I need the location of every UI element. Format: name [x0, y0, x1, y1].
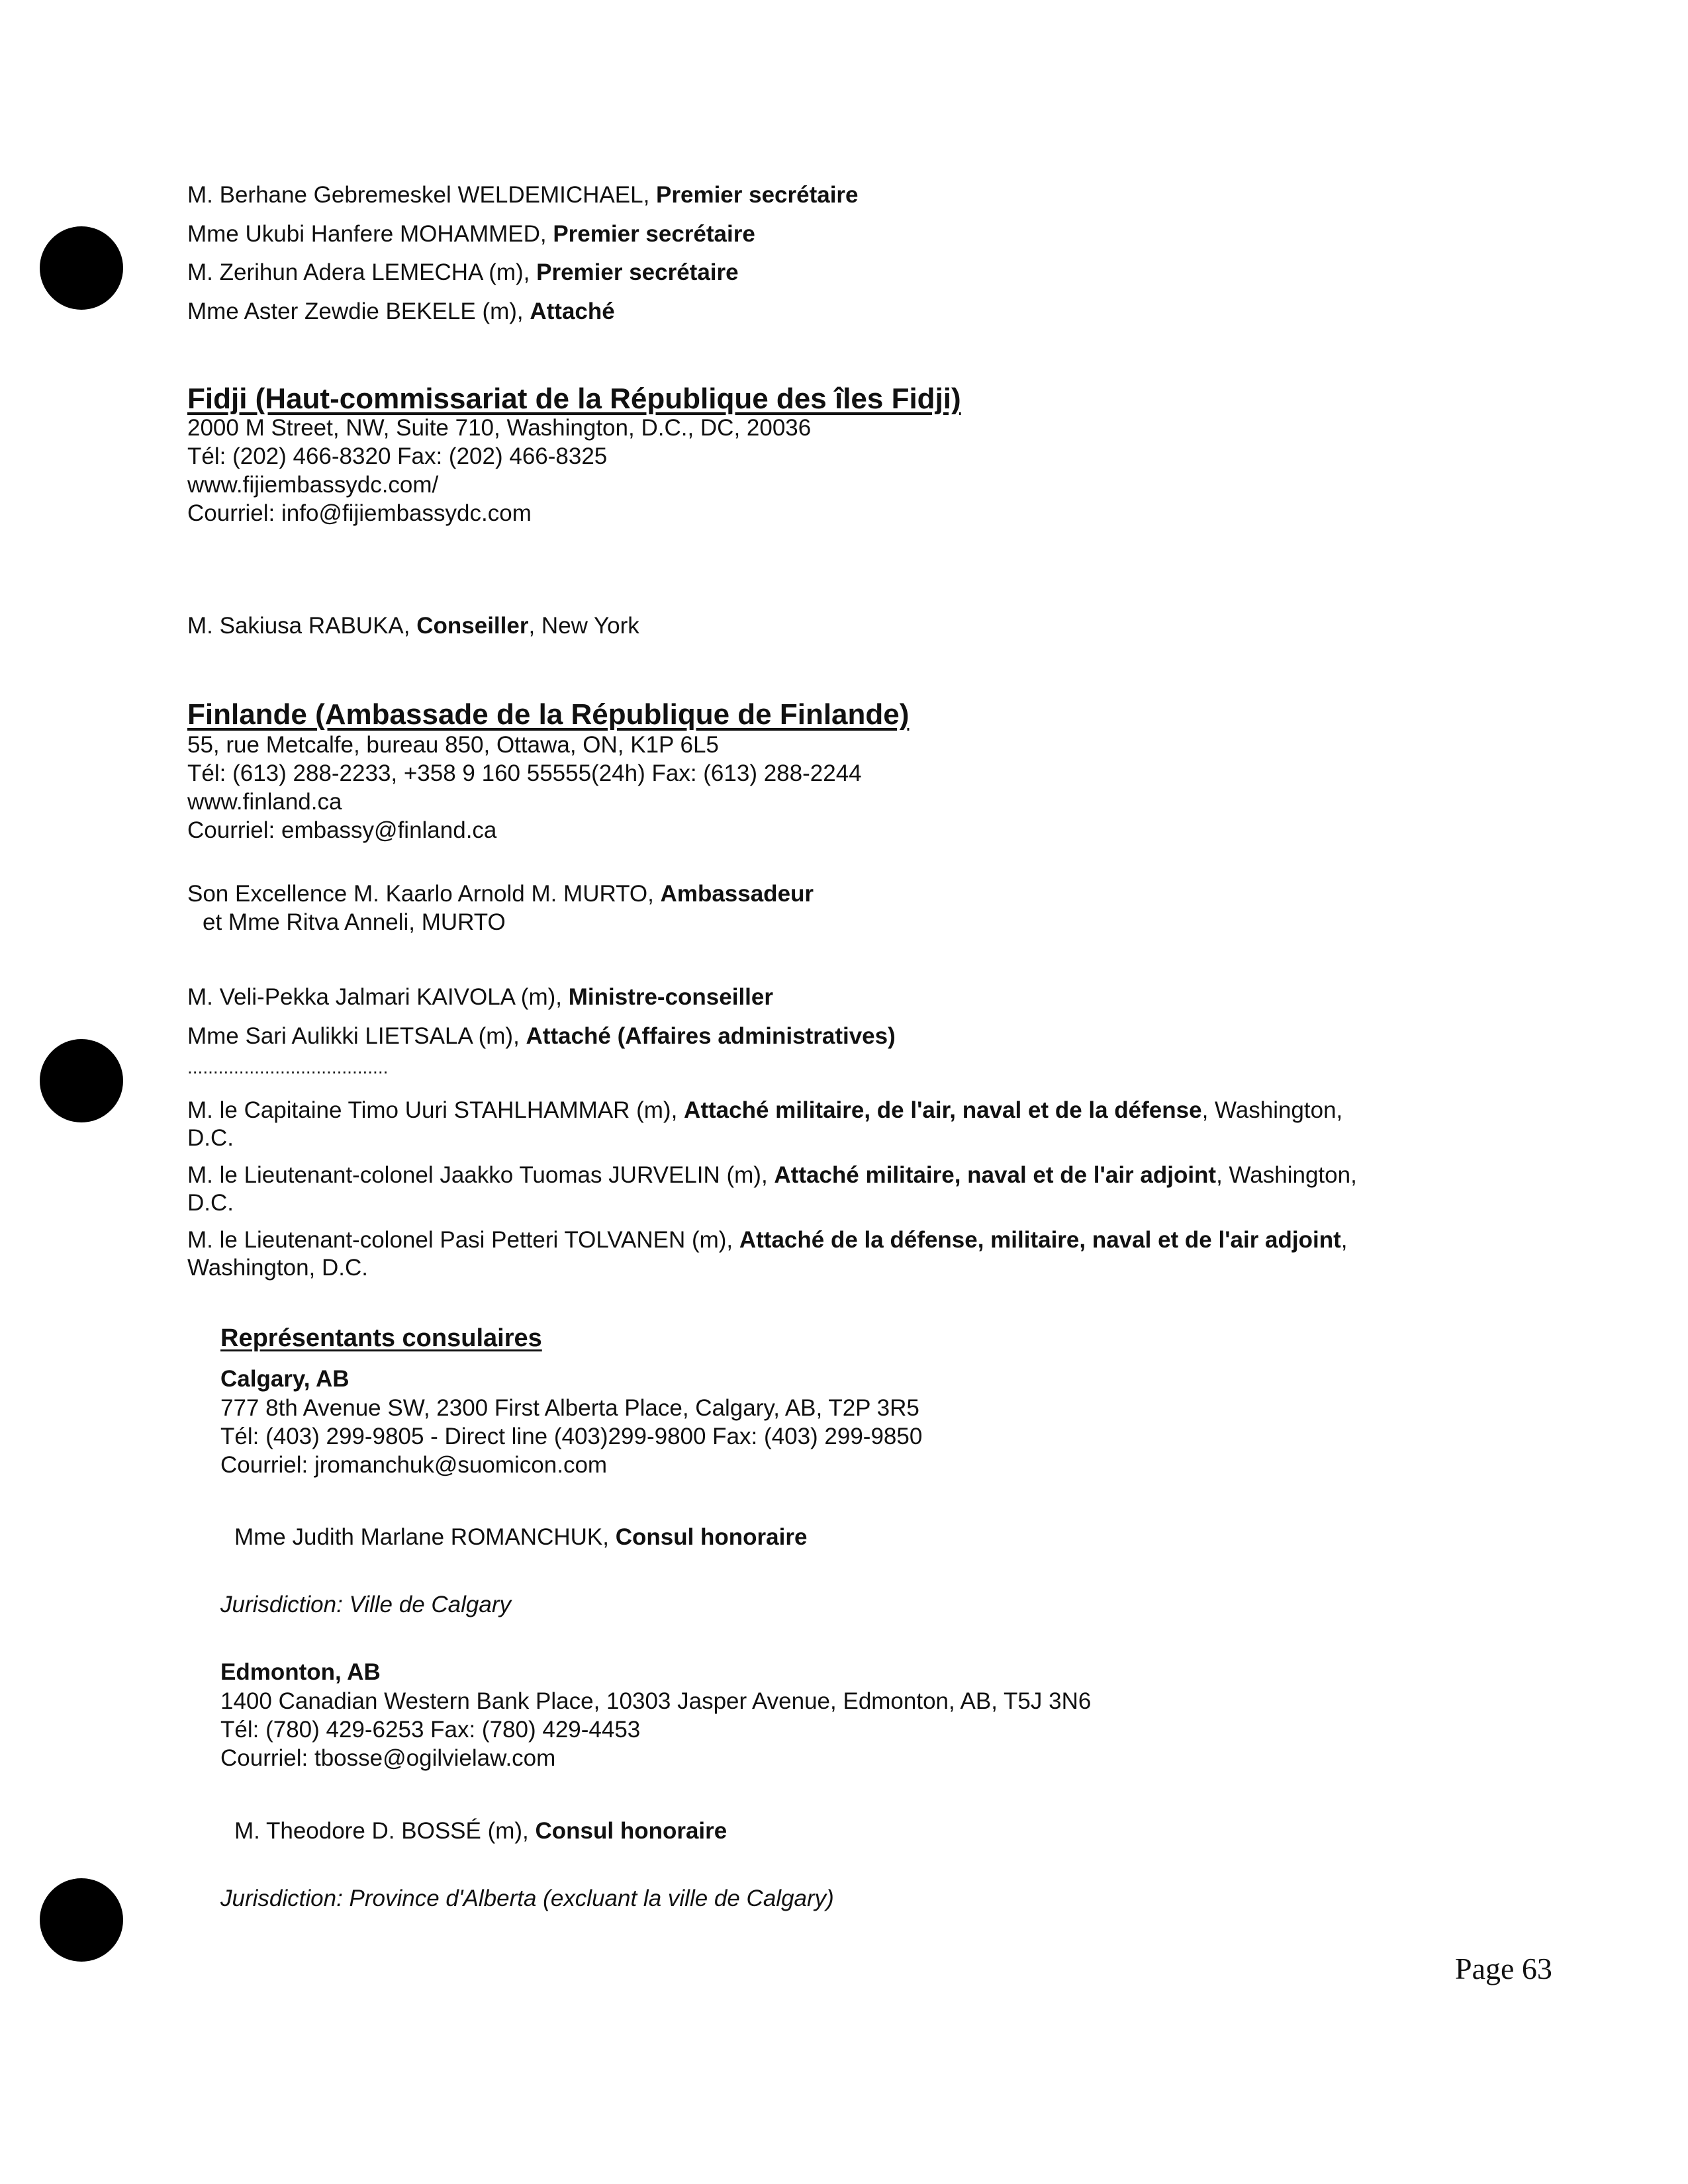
office-city: Edmonton, AB — [220, 1659, 381, 1685]
military-line: M. le Capitaine Timo Uuri STAHLHAMMAR (m), Attaché militaire, de l'air, naval et de la défense, Washington, — [187, 1097, 1343, 1123]
phone-line: Tél: (202) 466-8320 Fax: (202) 466-8325 — [187, 443, 608, 469]
military-line: M. le Lieutenant-colonel Pasi Petteri TOLVANEN (m), Attaché de la défense, militaire, naval et de l'air adjoint, — [187, 1227, 1348, 1253]
phone-line: Tél: (613) 288-2233, +358 9 160 55555(24h) Fax: (613) 288-2244 — [187, 760, 862, 786]
punch-hole — [40, 226, 123, 310]
punch-hole — [40, 1878, 123, 1962]
email-line: Courriel: embassy@finland.ca — [187, 817, 497, 843]
staff-line: Mme Ukubi Hanfere MOHAMMED, Premier secrétaire — [187, 221, 755, 247]
military-line-cont: Washington, D.C. — [187, 1255, 368, 1281]
staff-line: M. Veli-Pekka Jalmari KAIVOLA (m), Ministre-conseiller — [187, 984, 773, 1010]
address-line: 777 8th Avenue SW, 2300 First Alberta Place, Calgary, AB, T2P 3R5 — [220, 1395, 919, 1421]
military-line: M. le Lieutenant-colonel Jaakko Tuomas JURVELIN (m), Attaché militaire, naval et de l'air adjoint, Washington, — [187, 1162, 1357, 1188]
consular-heading: Représentants consulaires — [220, 1324, 542, 1352]
page-number: Page 63 — [1455, 1952, 1552, 1985]
staff-line: M. Berhane Gebremeskel WELDEMICHAEL, Premier secrétaire — [187, 182, 859, 208]
consul-line: Mme Judith Marlane ROMANCHUK, Consul honoraire — [234, 1524, 808, 1550]
address-line: 2000 M Street, NW, Suite 710, Washington, D.C., DC, 20036 — [187, 415, 812, 441]
consul-line: M. Theodore D. BOSSÉ (m), Consul honoraire — [234, 1818, 727, 1844]
section-heading-fiji: Fidji (Haut-commissariat de la République des îles Fidji) — [187, 383, 961, 415]
staff-line: Mme Aster Zewdie BEKELE (m), Attaché — [187, 298, 615, 324]
section-heading-finland: Finlande (Ambassade de la République de Finlande) — [187, 698, 910, 731]
website-link[interactable]: www.finland.ca — [187, 789, 342, 815]
ambassador-line: Son Excellence M. Kaarlo Arnold M. MURTO, Ambassadeur — [187, 881, 814, 907]
phone-line: Tél: (403) 299-9805 - Direct line (403)299-9800 Fax: (403) 299-9850 — [220, 1424, 923, 1449]
staff-line: Mme Sari Aulikki LIETSALA (m), Attaché (Affaires administratives) — [187, 1023, 896, 1049]
jurisdiction-line: Jurisdiction: Province d'Alberta (excluant la ville de Calgary) — [220, 1886, 834, 1911]
phone-line: Tél: (780) 429-6253 Fax: (780) 429-4453 — [220, 1717, 641, 1743]
office-city: Calgary, AB — [220, 1366, 350, 1392]
jurisdiction-line: Jurisdiction: Ville de Calgary — [220, 1592, 512, 1617]
email-line: Courriel: jromanchuk@suomicon.com — [220, 1452, 608, 1478]
military-line-cont: D.C. — [187, 1125, 234, 1151]
email-line: Courriel: tbosse@ogilvielaw.com — [220, 1745, 556, 1771]
ambassador-spouse: et Mme Ritva Anneli, MURTO — [203, 909, 506, 935]
punch-hole — [40, 1039, 123, 1122]
military-line-cont: D.C. — [187, 1190, 234, 1216]
staff-line: M. Sakiusa RABUKA, Conseiller, New York — [187, 613, 639, 639]
staff-line: M. Zerihun Adera LEMECHA (m), Premier secrétaire — [187, 259, 739, 285]
address-line: 55, rue Metcalfe, bureau 850, Ottawa, ON, K1P 6L5 — [187, 732, 719, 758]
email-line: Courriel: info@fijiembassydc.com — [187, 500, 532, 526]
separator-dots: ....................................... — [187, 1057, 389, 1077]
website-link[interactable]: www.fijiembassydc.com/ — [187, 472, 439, 498]
address-line: 1400 Canadian Western Bank Place, 10303 Jasper Avenue, Edmonton, AB, T5J 3N6 — [220, 1688, 1092, 1714]
